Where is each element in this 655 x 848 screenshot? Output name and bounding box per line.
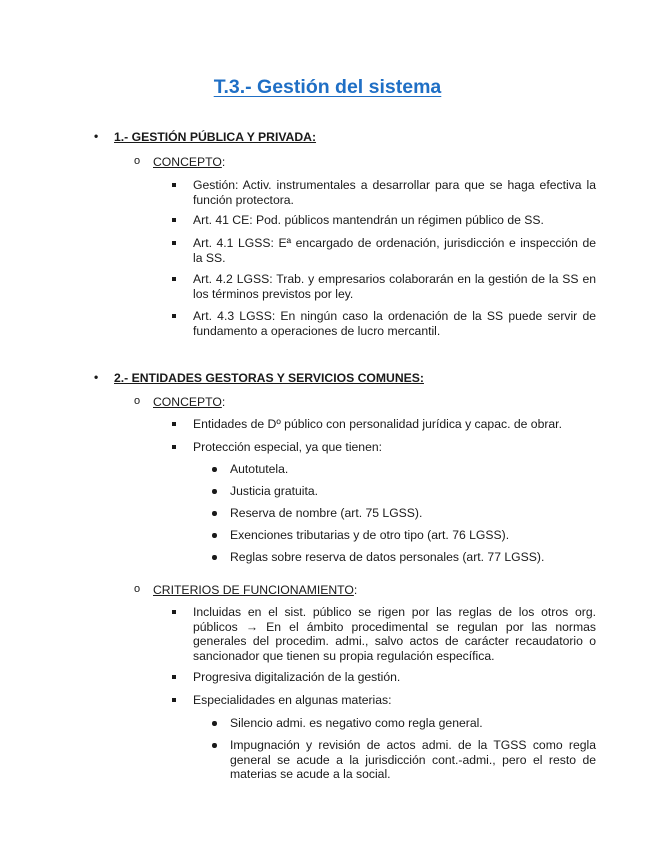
subsection-title: CONCEPTO	[153, 395, 222, 409]
page-title: T.3.- Gestión del sistema	[213, 76, 442, 98]
square-bullet-icon	[172, 241, 176, 245]
document-page: T.3.- Gestión del sistema • 1.- GESTIÓN PÚBLICA Y PRIVADA: o CONCEPTO: Gestión: Activ. instrumentales a desarrollar para que se haga efectiva la función protectora. Art. 41 CE: Pod. públicos mantendrán un régimen público de SS. Art. 4.1 LGSS: Eª encargado de ordenación, jurisdicción e inspección de la SS. Art. 4.2 LGSS: Trab. y empresarios colaborarán en la gestión de la SS en los términos previstos por ley. Art. 4.3 LGSS: En ningún caso la ordenación de la SS puede servir de fundamento a operaciones de lucro mercantil. • 2.- ENTIDADES GESTORAS Y SERVICIOS COMUNES: o CONCEPTO: Entidades de Dº público con personalidad jurídica y capac. de obrar. Protección especial, ya que tienen: Autotutela. Justicia gratuita. Reserva de nombre (art. 75 LGSS). Exenciones tributarias y de otro tipo (art. 76 LGSS). Reglas sobre reserva de datos personales (art. 77 LGSS). o CRITERIOS DE FUNCIONAMIENTO: Incluidas en el sist. público se rigen por las reglas de los otros org. públicos → En el ámbito procedimental se regulan por las normas generales del procedim. admi., salvo actos de carácter recaudatorio o sancionador que tienen su propia regulación específica. Progresiva digitalización de la gestión. Especialidades en algunas materias: Silencio admi. es negativo como regla general. Impugnación y revisión de actos admi. de la TGSS como regla general se acude a la jurisdicción cont.-admi., pero el resto de materias se acude a la social.	[0, 0, 655, 848]
circle-bullet-icon: o	[134, 583, 141, 595]
subsection-title: CONCEPTO	[153, 155, 222, 169]
square-bullet-icon	[172, 314, 176, 318]
square-bullet-icon	[172, 183, 176, 187]
dot-bullet-icon	[212, 489, 217, 494]
dot-bullet-icon	[212, 511, 217, 516]
dot-bullet-icon	[212, 721, 217, 726]
square-bullet-icon	[172, 422, 176, 426]
bullet-icon: •	[94, 370, 99, 384]
dot-bullet-icon	[212, 555, 217, 560]
subsection-title: CRITERIOS DE FUNCIONAMIENTO	[153, 583, 354, 597]
circle-bullet-icon: o	[134, 395, 141, 407]
square-bullet-icon	[172, 218, 176, 222]
dot-bullet-icon	[212, 533, 217, 538]
dot-bullet-icon	[212, 467, 217, 472]
square-bullet-icon	[172, 445, 176, 449]
dot-bullet-icon	[212, 743, 217, 748]
section-title: 1.- GESTIÓN PÚBLICA Y PRIVADA:	[114, 130, 317, 144]
square-bullet-icon	[172, 698, 176, 702]
square-bullet-icon	[172, 277, 176, 281]
bullet-icon: •	[94, 129, 99, 143]
square-bullet-icon	[172, 675, 176, 679]
square-bullet-icon	[172, 610, 176, 614]
circle-bullet-icon: o	[134, 155, 141, 167]
section-title: 2.- ENTIDADES GESTORAS Y SERVICIOS COMUNES:	[114, 371, 424, 385]
